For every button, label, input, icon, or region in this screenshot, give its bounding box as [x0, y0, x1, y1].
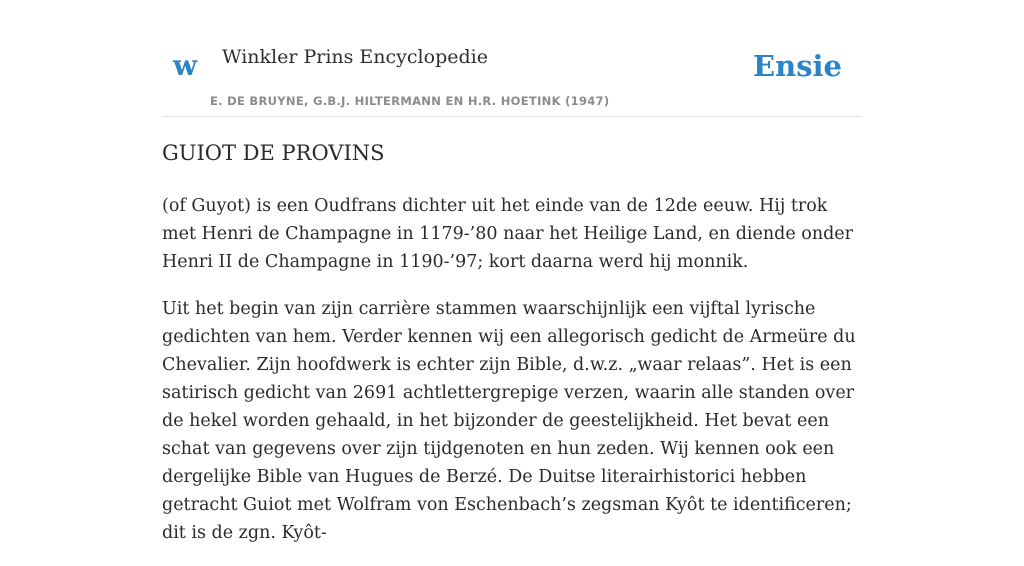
source-logo-icon[interactable]: w: [173, 49, 198, 82]
article-paragraph: Uit het begin van zijn carrière stammen waarschijnlijk een vijftal lyrische gedichten van hem. Verder kennen wij een allegorisch gedicht de Armeüre du Chevalier. Zijn hoofdwerk is echter zijn Bible, d.w.z. „waar relaas”. Het is een satirisch gedicht van 2691 achtlettergrepige verzen, waarin alle standen over de hekel worden gehaald, in het bijzonder de geestelijkheid. Het bevat een schat van gegevens over zijn tijdgenoten en hun zeden. Wij kennen ook een dergelijke Bible van Hugues de Berzé. De Duitse literairhistorici hebben getracht Guiot met Wolfram von Eschenbach’s zegsman Kyôt te identificeren; dit is de zgn. Kyôt-: [162, 299, 856, 543]
brand-logo[interactable]: Ensie: [753, 49, 842, 83]
article-paragraph: (of Guyot) is een Oudfrans dichter uit het einde van de 12de eeuw. Hij trok met Henri de Champagne in 1179-’80 naar het Heilige Land, en diende onder Henri II de Champagne in 1190-’97; kort daarna werd hij monnik.: [162, 196, 854, 272]
authors-line: E. DE BRUYNE, G.B.J. HILTERMANN EN H.R. HOETINK (1947): [210, 94, 610, 108]
header: [162, 40, 862, 117]
page-title: GUIOT DE PROVINS: [162, 141, 385, 165]
source-title[interactable]: Winkler Prins Encyclopedie: [222, 46, 488, 68]
article-body: [162, 192, 862, 566]
